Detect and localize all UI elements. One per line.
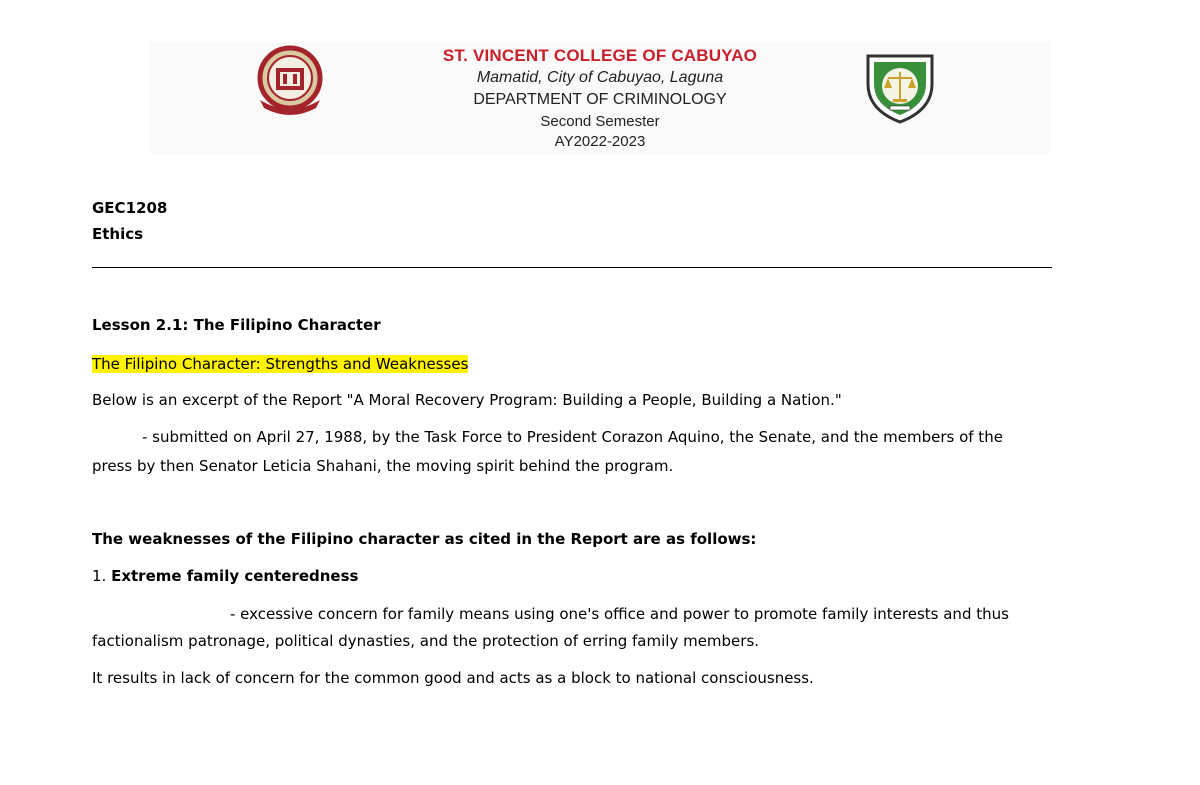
school-header xyxy=(400,45,800,152)
item-title: Extreme family centeredness xyxy=(111,567,359,585)
course-title: Ethics xyxy=(92,225,144,243)
excerpt-intro: Below is an excerpt of the Report "A Moral Recovery Program: Building a People, Building a Nation." xyxy=(92,391,842,409)
academic-year: AY2022-2023 xyxy=(554,133,646,150)
submitted-line-1: - submitted on April 27, 1988, by the Task Force to President Corazon Aquino, the Senate, and the members of the xyxy=(142,428,1003,446)
school-address: Mamatid, City of Cabuyao, Laguna xyxy=(476,69,724,86)
department-name: DEPARTMENT OF CRIMINOLOGY xyxy=(473,91,727,108)
divider-rule xyxy=(92,267,1052,268)
item-number: 1. xyxy=(92,567,112,585)
submitted-line-2: press by then Senator Leticia Shahani, the moving spirit behind the program. xyxy=(92,457,674,475)
weaknesses-heading: The weaknesses of the Filipino character as cited in the Report are as follows: xyxy=(92,530,757,548)
school-name: ST. VINCENT COLLEGE OF CABUYAO xyxy=(442,46,758,65)
section-heading xyxy=(92,355,468,373)
criminology-shield-icon xyxy=(862,50,938,124)
semester: Second Semester xyxy=(540,113,660,130)
item-1-description-2: factionalism patronage, political dynasties, and the protection of erring family members. xyxy=(92,632,760,650)
highlighted-heading: The Filipino Character: Strengths and Weaknesses xyxy=(92,355,469,373)
college-seal-icon xyxy=(250,44,330,118)
item-1-description-1: - excessive concern for family means using one's office and power to promote family interests and thus xyxy=(230,605,1009,623)
weakness-item-1 xyxy=(92,567,358,585)
item-1-result: It results in lack of concern for the common good and acts as a block to national consciousness. xyxy=(92,669,814,687)
lesson-title: Lesson 2.1: The Filipino Character xyxy=(92,316,381,334)
course-code: GEC1208 xyxy=(92,199,168,217)
